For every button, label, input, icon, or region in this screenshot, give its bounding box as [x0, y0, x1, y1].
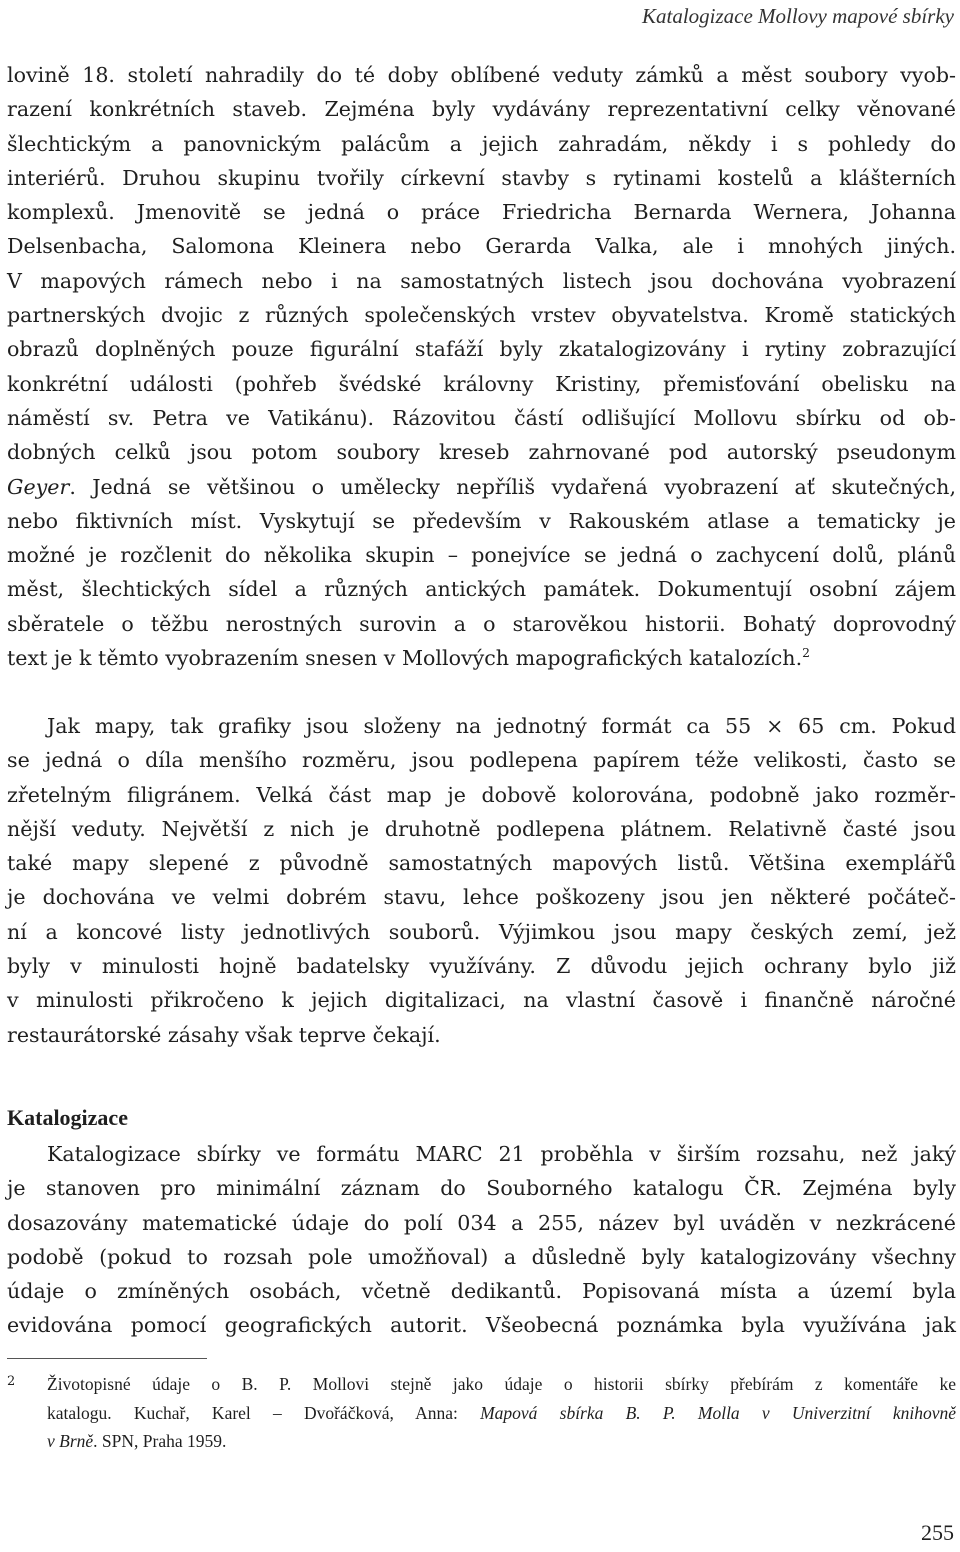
pseudonym-geyer: Geyer [7, 474, 70, 499]
text-line: v minulosti přikročeno k jejich digitalizaci, na vlastní časově i finančně náročné [7, 988, 956, 1013]
text-line: je stanoven pro minimální záznam do Souborného katalogu ČR. Zejména byly [7, 1176, 956, 1201]
text-line: údaje o zmíněných osobách, včetně dedikantů. Popisovaná místa a území byla [7, 1279, 956, 1304]
text-line: Delsenbacha, Salomona Kleinera nebo Gerarda Valka, ale i mnohých jiných. [7, 234, 956, 259]
book-title-end: v Brně [47, 1431, 94, 1451]
footnote-rule [7, 1358, 207, 1359]
text-line: Katalogizace sbírky ve formátu MARC 21 proběhla v širším rozsahu, než jaký [47, 1142, 956, 1166]
text-line [7, 641, 956, 675]
text-line: nější veduty. Největší z nich je druhotně podlepena plátnem. Relativně časté jsou [7, 816, 956, 841]
footnote-reference: 2 [802, 646, 810, 661]
text-run: katalogu. Kuchař, Karel – Dvořáčková, Anna: [47, 1402, 481, 1423]
text-line: evidována pomocí geografických autorit. Všeobecná poznámka byla využívána jak [7, 1313, 956, 1338]
text-line: zřetelným filigránem. Velká část map je dobově kolorována, podobně jako rozměr- [7, 782, 956, 807]
text-line: náměstí sv. Petra ve Vatikánu). Rázovitou částí odlišující Mollovu sbírku od ob- [7, 405, 956, 430]
text-line: šlechtickým a panovnickým palácům a jejich zahradám, někdy i s pohledy do [7, 131, 956, 156]
text-line: obrazů doplněných pouze figurální stafáží byly zkatalogizovány i rytiny zobrazující [7, 337, 956, 362]
text-line [7, 470, 956, 504]
paragraph-1 [7, 58, 956, 675]
text-line: restaurátorské zásahy však teprve čekají. [7, 1022, 441, 1047]
page-number: 255 [921, 1520, 954, 1545]
text-line: byly v minulosti hojně badatelsky využívány. Z důvodu jejich ochrany bylo již [7, 954, 956, 979]
text-line: je dochována ve velmi dobrém stavu, lehce poškozeny jsou jen některé počáteč- [7, 885, 956, 910]
text-line: dobných celků jsou potom soubory kreseb zahrnované pod autorský pseudonym [7, 440, 956, 465]
text-line: sběratele o těžbu nerostných surovin a o starověkou historii. Bohatý doprovodný [7, 611, 956, 636]
text-line: interiérů. Druhou skupinu tvořily církevní stavby s rytinami kostelů a klášterních [7, 165, 956, 190]
footnote-marker: 2 [7, 1374, 16, 1389]
text-line: V mapových rámech nebo i na samostatných listech jsou dochována vyobrazení [7, 268, 956, 293]
paragraph-2 [7, 709, 956, 1052]
text-line: Jak mapy, tak grafiky jsou složeny na jednotný formát ca 55 × 65 cm. Pokud [47, 714, 956, 738]
text-line: dosazovány matematické údaje do polí 034 a 255, název byl uváděn v nezkrácené [7, 1210, 956, 1235]
text-run: . SPN, Praha 1959. [93, 1431, 227, 1451]
text-run: text je k těmto vyobrazením snesen v Mollových mapografických katalozích. [7, 646, 803, 671]
text-line: podobě (pokud to rozsah pole umožňoval) a důsledně byly katalogizovány všechny [7, 1244, 956, 1269]
text-run: . Jedná se většinou o umělecky nepříliš vydařená vyobrazení ať skutečných, [69, 474, 956, 499]
footnote-line [47, 1427, 956, 1456]
book-title: Mapová sbírka B. P. Molla v Univerzitní knihovně [480, 1402, 956, 1423]
text-line: nebo fiktivních míst. Vyskytují se především v Rakouském atlase a tematicky je [7, 508, 956, 533]
section-heading: Katalogizace [7, 1105, 128, 1130]
text-line: konkrétní události (pohřeb švédské královny Kristiny, přemisťování obelisku na [7, 371, 956, 396]
text-line: měst, šlechtických sídel a různých antických památek. Dokumentují osobní zájem [7, 577, 956, 602]
text-line: se jedná o díla menšího rozměru, jsou podlepena papírem téže velikosti, často se [7, 748, 956, 773]
text-line: lovině 18. století nahradily do té doby oblíbené veduty zámků a měst soubory vyob- [7, 63, 956, 87]
text-line: komplexů. Jmenovitě se jedná o práce Friedricha Bernarda Wernera, Johanna [7, 200, 956, 225]
text-line: možné je rozčlenit do několika skupin – ponejvíce se jedná o zachycení dolů, plánů [7, 543, 956, 568]
paragraph-3 [7, 1137, 956, 1343]
footnote-line [47, 1399, 956, 1428]
text-line: razení konkrétních staveb. Zejména byly vydávány reprezentativní celky věnované [7, 97, 956, 122]
footnote [47, 1370, 956, 1456]
text-line: také mapy slepené z původně samostatných mapových listů. Většina exemplářů [7, 851, 956, 876]
running-head: Katalogizace Mollovy mapové sbírky [641, 4, 954, 28]
footnote-line: Životopisné údaje o B. P. Mollovi stejně jako údaje o historii sbírky přebírám z komentáře ke [47, 1374, 956, 1394]
text-line: ní a koncové listy jednotlivých souborů. Výjimkou jsou mapy českých zemí, jež [7, 919, 956, 944]
text-line: partnerských dvojic z různých společenských vrstev obyvatelstva. Kromě statických [7, 303, 956, 328]
